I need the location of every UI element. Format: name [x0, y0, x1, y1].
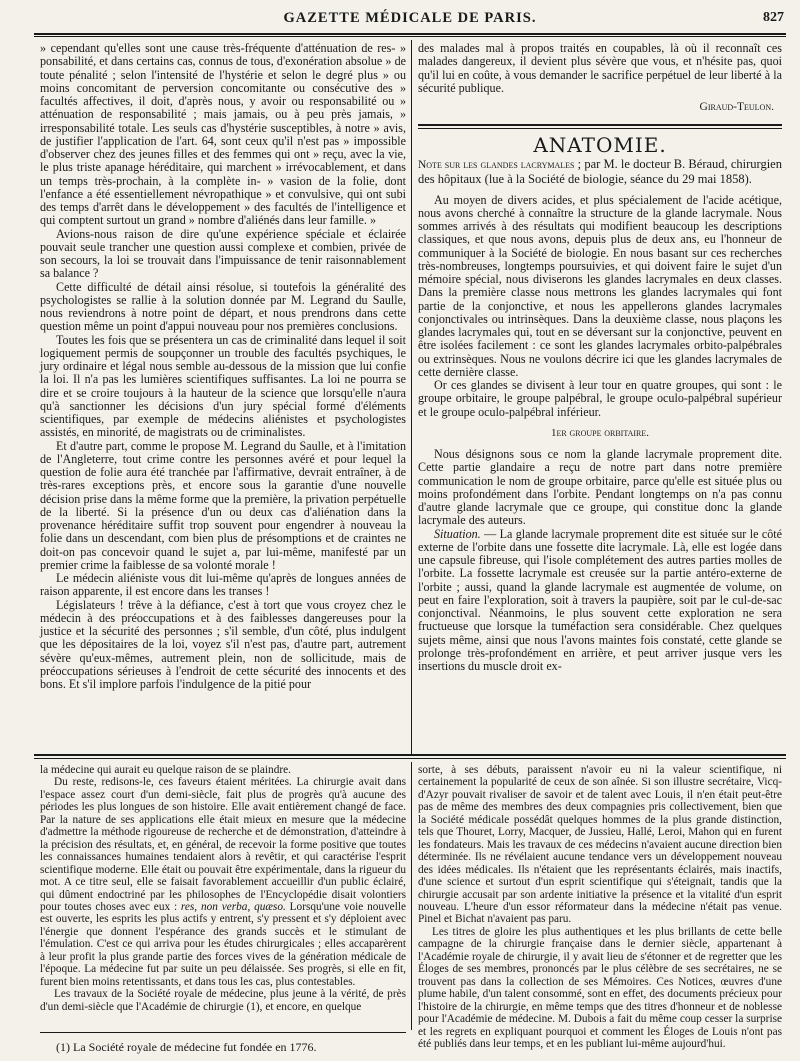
- quoted-passage: » cependant qu'elles sont une cause très-fréquente d'atténuation de res- » ponsabilité, et dans certains cas, connus de tous, d'exonération absolue » de toute pénalité ; selon l'intensité de l'hystérie et selon le degré plus » ou moins concomitant de perversion concomitante ou consécutive des » facultés affectives, il doit, d'après nous, y avoir ou responsabilité ou » atténuation de responsabilité ; mais jamais, ou à peu près jamais, » irresponsabilité totale. Les seuls cas d'hystérie susceptibles, à notre » avis, de justifier l'application de l'art. 64, sont ceux qu'il n'est pas » impossible d'observer chez des jeunes filles et des femmes qui ont » reçu, avec la vie, le plus triste apanage héréditaire, qui marchent » irrévocablement, et dans un temps très-prochain, à la complète in- » vasion de la folie, dont l'enfance a été essentiellement névropathique » et convulsive, qui ont subi des temps d'arrêt dans le développement » des facultés de l'intelligence et qui comptent surtout un grand » nombre d'aliénés dans leur famille. »: [40, 41, 406, 228]
- section-title: ANATOMIE.: [533, 133, 667, 158]
- paragraph-text: Lorsqu'une voie nouvelle est ouverte, les esprits les plus actifs y entrent, s'y pressent et s'y déploient avec l'énergie que donnent l'espérance des grands succès et le stimulant de l'émulation. C'est ce qui arriva pour les études chirurgicales ; elles accaparèrent à leur profit la plus grande partie des forces vives de la génération médicale de l'époque. La médecine fut par suite un peu délaissée. Ses progrès, si elle en fit, furent bien moins retentissants, et dans tous les cas, plus contestables.: [40, 900, 406, 988]
- column-divider-top: [411, 40, 412, 756]
- article-heading-label: Note sur les glandes lacrymales: [418, 158, 575, 171]
- paragraph: des malades mal à propos traités en coupables, là où il reconnaît ces malades dangereux, il devient plus sévère que vous, et n'hésite pas, quoi qu'il lui en coûte, à vous demander le sacrifice perpétuel de leur liberté à la sécurité publique.: [418, 41, 782, 95]
- paragraph: Les titres de gloire les plus authentiques et les plus brillants de cette belle campagne de la chirurgie française dans le dernier siècle, appartenant à l'Académie royale de chirurgie, il y avait lieu de s'étonner et de regretter que les Éloges de ses membres, prononcés par le plus célèbre de ses secrétaires, ne se trouvent pas dans la collection de ses Mémoires. Ces Notices, œuvres d'une plume habile, d'un talent consommé, sont en effet, des documents précieux pour l'histoire de la chirurgie, en même temps que des titres d'honneur et de noblesse pour l'Académie de médecine. M. Dubois a fait du même coup cesser la surprise et les regrets en expliquant pourquoi et comment les Éloges de Louis n'ont pas été publiés dans leur temps, et en les publiant lui-même aujourd'hui.: [418, 925, 782, 1050]
- running-header: [34, 8, 786, 30]
- section-rule: [418, 124, 782, 129]
- header-rule-thin: [34, 36, 786, 37]
- paragraph: Au moyen de divers acides, et plus spécialement de l'acide acétique, nous avons cherché à connaître la structure de la glande lacrymale. Nous sommes arrivés à des résultats qui modifient beaucoup les descriptions classiques, et que nous avons, depuis plus de deux ans, eu l'honneur de communiquer à la Société de biologie. En nous basant sur ces recherches très-nombreuses, longtemps poursuivies, et qui doivent faire le sujet d'un mémoire spécial, nous diviserons les glandes lacrymales en deux classes. Dans la première classe nous mettrons les glandes lacrymales qui font partie de la conjonctive, et nous les appellerons glandes lacrymales conjonctivales ou intrinsèques. Dans la deuxième classe, nous plaçons les glandes lacrymales qui, tout en se déversant sur la conjonctive, peuvent en être isolées facilement : ce sont les glandes lacrymales orbito-palpébrales ou extrinsèques. Nous ne voulons décrire ici que les glandes lacrymales de cette dernière classe.: [418, 192, 782, 379]
- paragraph: [40, 776, 406, 988]
- paragraph: la médecine qui aurait eu quelque raison de se plaindre.: [40, 764, 291, 776]
- feuilleton-rule-thin: [34, 758, 786, 759]
- footnote-rule: [40, 1032, 406, 1033]
- feuilleton-left-column: [40, 764, 406, 1013]
- left-column: [40, 42, 406, 691]
- paragraph-text: — La glande lacrymale proprement dite est située sur le côté externe de l'orbite dans une fossette dite lacrymale. Là, elle est logée dans une capsule fibreuse, qui l'isole complétement des autres parties molles de l'orbite. La fossette lacrymale est creusée sur la partie antéro-externe de l'orbite ; aussi, quand la glande lacrymale est augmentée de volume, on peut en faire l'exploration, soit à travers la paupière, soit par le cul-de-sac conjonctival. Néanmoins, le plus souvent cette exploration ne sera fructueuse que lorsque la tuméfaction sera considérable. Chez quelques sujets même, ainsi que nous l'avons maintes fois constaté, cette glande se prolonge très-profondément en arrière, et peut arriver jusque vers les insertions du muscle droit ex-: [418, 526, 782, 673]
- paragraph-text: Du reste, redisons-le, ces faveurs étaient méritées. La chirurgie avait dans l'espace assez court d'un demi-siècle, fait plus de progrès qu'à aucune des périodes les plus longues de son histoire. Elle avait entièrement changé de face. Par la nature de ses applications elle était mieux en mesure que la médecine d'admettre la méthode rigoureuse de recherche et de démonstration, d'atteindre à la précision des résultats, et, en général, de recevoir la forme positive que toutes les connaissances humaines tendaient alors à revêtir, et qui caractérise l'esprit scientifique moderne. Elle était ou pouvait être expérimentale, dans la rigueur du mot. A ce titre seul, elle se faisait favorablement accueillir d'un public éclairé, qui dûment endoctriné par les philosophes de l'Encyclopédie disait volontiers pour toutes choses avec eux :: [40, 776, 406, 913]
- paragraph: [418, 528, 782, 674]
- article-heading-rest: ; par M. le docteur B. Béraud, chirurgien des hôpitaux (lue à la Société de biologie, séance du 29 mai 1858).: [418, 156, 782, 186]
- page-number: 827: [763, 10, 784, 25]
- latin-phrase: res, non verba, quæso.: [177, 900, 286, 913]
- paragraph: Et d'autre part, comme le propose M. Legrand du Saulle, et à l'imitation de l'Angleterre, tout crime contre les personnes avéré et pour lequel la question de folie aura été tranchée par l'affirmative, devrait entraîner, à de très-rares exceptions près, et encore sous la garantie d'une nouvelle décision prise dans la même forme que la première, la privation perpétuelle de la liberté. Si la présence d'un ou deux cas d'aliénation dans la provenance héréditaire suffit trop souvent pour engendrer à nouveau la folie dans un descendant, com bien plus de présomptions et de craintes ne doit-on pas concevoir quand le sujet a, par lui-même, manifesté par un premier crime la faiblesse de sa volonté morale !: [40, 438, 406, 572]
- journal-title: GAZETTE MÉDICALE DE PARIS.: [283, 10, 537, 26]
- article-heading: [418, 157, 782, 186]
- header-rule: [34, 33, 786, 35]
- paragraph: Cette difficulté de détail ainsi résolue, si toutefois la généralité des psychologistes se rallie à la solution donnée par M. Legrand du Saulle, nous reviendrons à notre point de départ, et nous prendrons dans cette question même un point d'appui nouveau pour nos premières conclusions.: [40, 279, 406, 334]
- author-signature: Giraud-Teulon.: [699, 101, 774, 113]
- paragraph: Or ces glandes se divisent à leur tour en quatre groupes, qui sont : le groupe orbitaire, le groupe palpébral, le groupe oculo-palpébral supérieur et le groupe oculo-palpébral inférieur.: [418, 378, 782, 419]
- paragraph: sorte, à ses débuts, paraissent n'avoir eu ni la valeur scientifique, ni certainement la popularité de ceux de son aînée. Si son illustre secrétaire, Vicq-d'Azyr pouvait rivaliser de savoir et de talent avec Louis, il n'en était peut-être pas de même des membres des deux compagnies pris collectivement, bien que la Société médicale possédât quelques hommes de la plus grande distinction, tels que Thouret, Lorry, Macquer, de Jussieu, Hallé, Leroi, Mahon qui en furent les fondateurs. Mais les travaux de ces médecins n'avaient aucune direction bien déterminée. Ils ne révélaient aucune tendance vers un développement nouveau des idées médicales. Ils n'étaient que les représentants éclairés, mais inactifs, d'une science et surtout d'un esprit scientifique qui s'éteignait, tandis que la chirurgie accusait par son ardente initiative la présence et la vitalité d'un esprit nouveau. L'heure d'un essor réformateur dans la médecine n'était pas venue. Pinel et Bichat n'avaient pas paru.: [418, 764, 782, 926]
- paragraph: Avions-nous raison de dire qu'une expérience spéciale et éclairée pouvait seule trancher une question aussi complexe et combien, privée de son secours, la loi se trouvait dans l'impuissance de tenir raisonnablement sa balance ?: [40, 226, 406, 281]
- column-divider-bottom: [411, 762, 412, 1030]
- feuilleton-right-column: [418, 764, 782, 1050]
- right-column: [418, 42, 782, 673]
- paragraph: Législateurs ! trêve à la défiance, c'est à tort que vous croyez chez le médecin à des préoccupations et à des faiblesses dangereuses pour la justice et la sécurité des personnes ; s'il semble, d'un côté, plus indulgent que les dépositaires de la loi, voyez s'il n'est pas, d'autre part, autrement sévère qu'eux-mêmes, autrement plein, non de sollicitude, mais de préoccupations sérieuses à l'endroit de cette sécurité des innocents et des bons. Et s'il implore parfois l'indulgence de la pitié pour: [40, 597, 406, 691]
- paragraph-label: Situation.: [434, 526, 481, 541]
- paragraph: Nous désignons sous ce nom la glande lacrymale proprement dite. Cette partie glandaire a reçu de notre part dans notre première communication le nom de groupe orbitaire, parce qu'elle est située plus ou moins profondément dans l'orbite. Pendant longtemps on n'a pas connu d'autre glande lacrymale que ce groupe, qui constitue donc la glande lacrymale des auteurs.: [418, 447, 782, 528]
- paragraph: Le médecin aliéniste vous dit lui-même qu'après de longues années de raison apparente, il est encore dans les transes !: [40, 571, 406, 599]
- paragraph: Les travaux de la Société royale de médecine, plus jeune à la vérité, de près d'un demi-siècle que l'Académie de chirurgie (1), et encore, en quelque: [40, 988, 406, 1013]
- subsection-heading: 1er groupe orbitaire.: [551, 426, 649, 439]
- footnote: (1) La Société royale de médecine fut fondée en 1776.: [56, 1040, 317, 1054]
- paragraph: Toutes les fois que se présentera un cas de criminalité dans lequel il soit logiquement permis de soupçonner un trouble des facultés psychiques, le jury ordinaire et légal nous semble au-dessous de la mission que lui confie la loi. Il n'a pas les lumières scientifiques suffisantes. La loi ne pourra se dire et se croire toujours à la hauteur de la science que lorsqu'elle n'aura qu'à sanctionner les décisions d'un jury spécial formé d'éléments scientifiques, par exemple de médecins aliénistes et psychologistes assistés, en minorité, de magistrats ou de criminalistes.: [40, 332, 406, 440]
- feuilleton-rule: [34, 754, 786, 756]
